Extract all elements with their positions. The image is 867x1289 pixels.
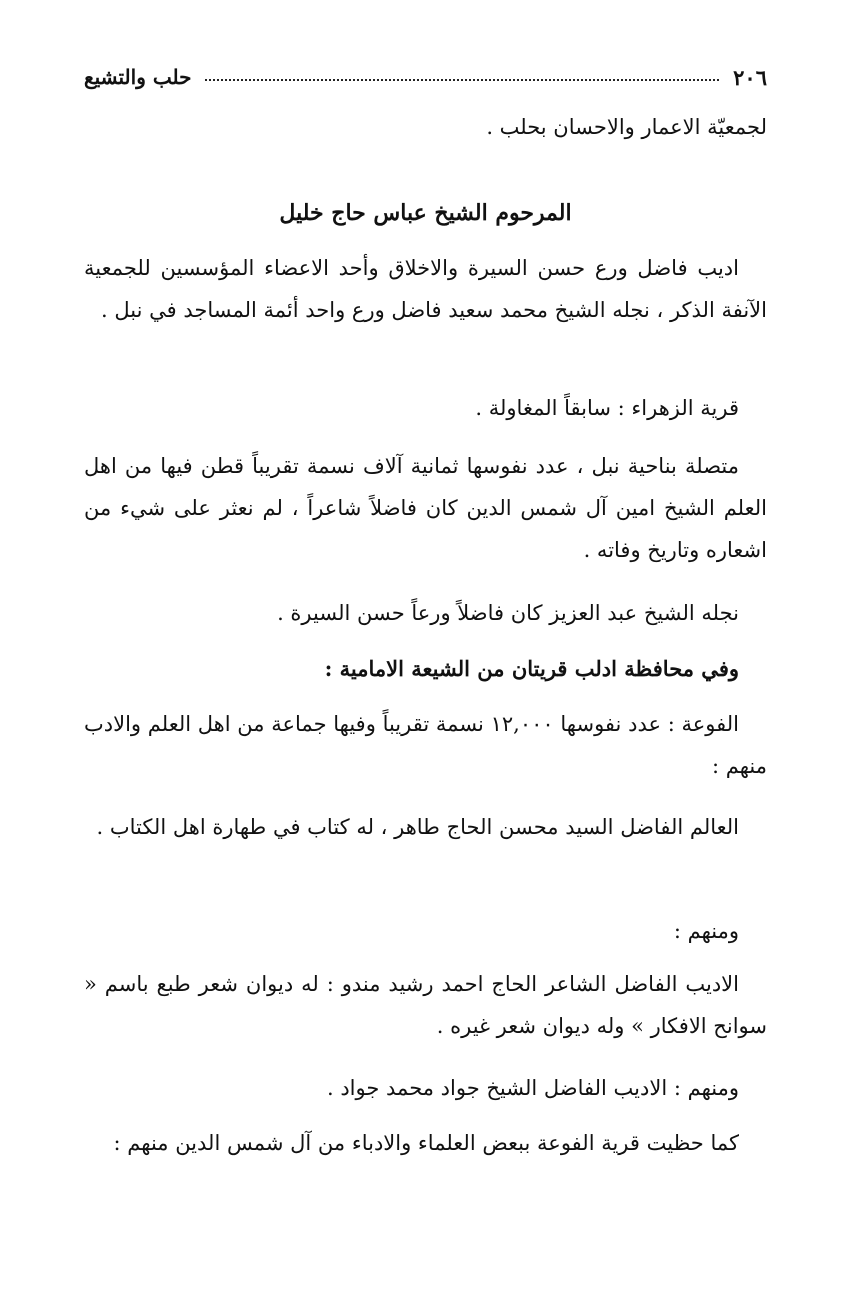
paragraph-5: وفي محافظة ادلب قريتان من الشيعة الامامية :: [324, 656, 739, 681]
paragraph-11: كما حظيت قرية الفوعة ببعض العلماء والادباء من آل شمس الدين منهم :: [113, 1131, 739, 1155]
paragraph-9: الاديب الفاضل الشاعر الحاج احمد رشيد مندو : له ديوان شعر طبع باسم « سوانح الافكار » وله ديوان شعر غيره .: [84, 972, 767, 1038]
paragraph-10: ومنهم : الاديب الفاضل الشيخ جواد محمد جواد .: [326, 1076, 739, 1100]
paragraph-7: العالم الفاضل السيد محسن الحاج طاهر ، له كتاب في طهارة اهل الكتاب .: [96, 815, 739, 839]
paragraph-6: الفوعة : عدد نفوسها ١٢,٠٠٠ نسمة تقريباً وفيها جماعة من اهل العلم والادب منهم :: [84, 712, 767, 778]
running-title: حلب والتشيع: [84, 65, 192, 89]
page-header: [84, 62, 767, 92]
header-dot-leader: [205, 69, 719, 81]
section-heading: المرحوم الشيخ عباس حاج خليل: [279, 200, 572, 226]
paragraph-3: متصلة بناحية نبل ، عدد نفوسها ثمانية آلاف نسمة تقريباً قطن فيها من اهل العلم الشيخ امين آل شمس الدين كان فاضلاً شاعراً ، لم نعثر على شيء من اشعاره وتاريخ وفاته .: [84, 454, 767, 562]
paragraph-2: قرية الزهراء : سابقاً المغاولة .: [475, 396, 739, 420]
paragraph-1: اديب فاضل ورع حسن السيرة والاخلاق وأحد الاعضاء المؤسسين للجمعية الآنفة الذكر ، نجله الشيخ محمد سعيد فاضل ورع واحد أئمة المساجد في نبل .: [84, 256, 767, 322]
page-number: ٢٠٦: [733, 64, 767, 90]
paragraph-4: نجله الشيخ عبد العزيز كان فاضلاً ورعاً حسن السيرة .: [277, 601, 739, 625]
intro-line: لجمعيّة الاعمار والاحسان بحلب .: [486, 115, 767, 139]
paragraph-8: ومنهم :: [673, 919, 739, 943]
